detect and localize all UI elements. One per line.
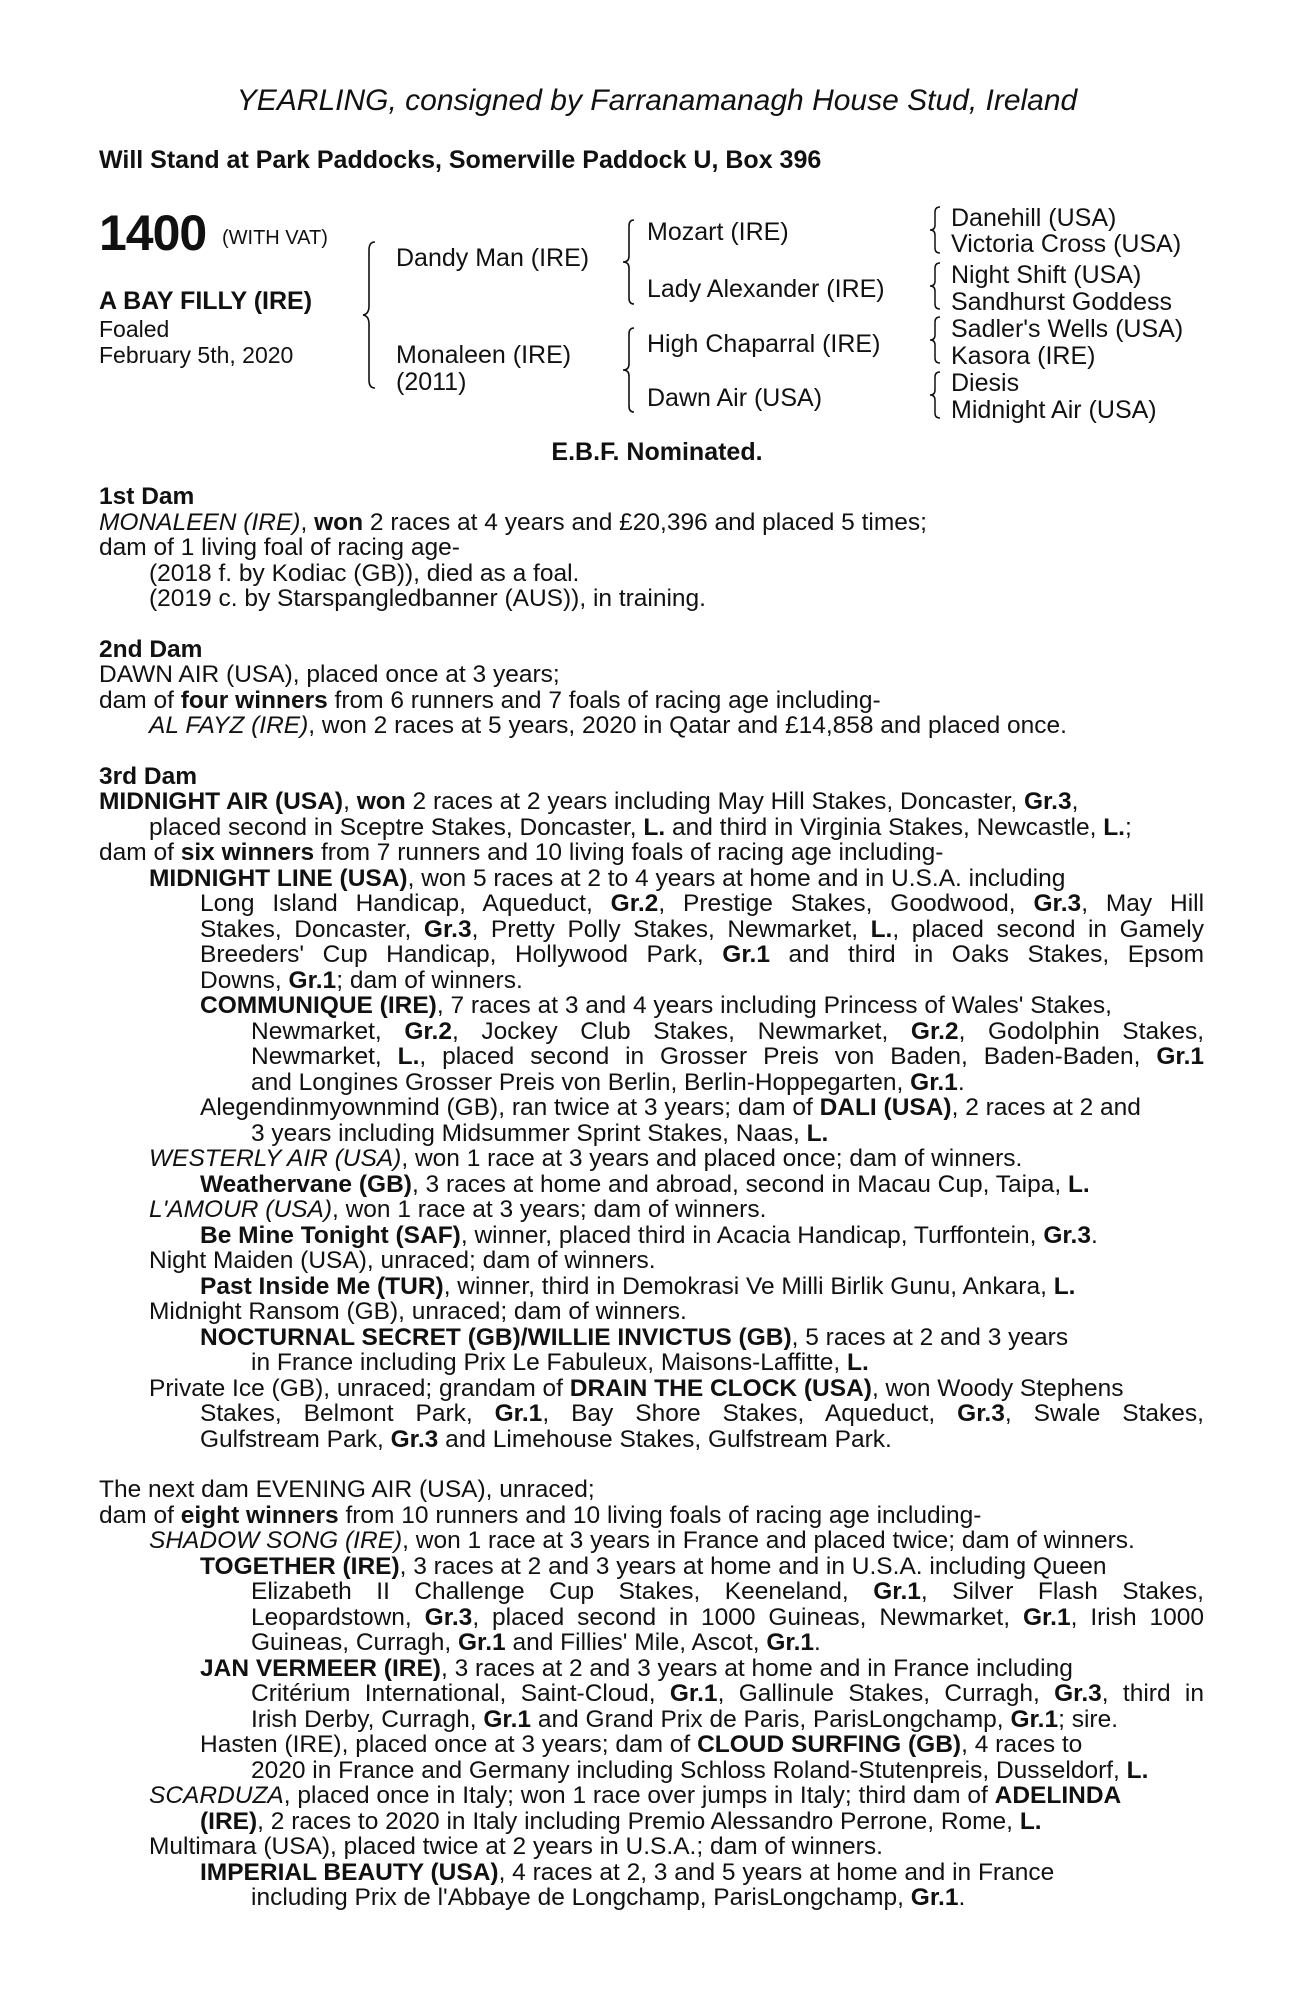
third-dam-record-cont: placed second in Sceptre Stakes, Doncaster, L. and third in Virginia Stakes, Newcastle, L.; bbox=[149, 813, 1132, 841]
next-dam-record: The next dam EVENING AIR (USA), unraced; bbox=[99, 1476, 595, 1503]
pedigree-brace-g3-4 bbox=[928, 370, 944, 420]
progeny-entry: L'AMOUR (USA), won 1 race at 3 years; dam of winners. bbox=[149, 1196, 767, 1223]
progeny-entry: TOGETHER (IRE), 3 races at 2 and 3 years at home and in U.S.A. including Queen bbox=[200, 1552, 1107, 1580]
pedigree-brace-g3-1 bbox=[928, 205, 944, 255]
progeny-entry: Night Maiden (USA), unraced; dam of winners. bbox=[149, 1247, 656, 1274]
pedigree-g3-8: Midnight Air (USA) bbox=[951, 396, 1157, 424]
progeny-entry-cont: Stakes, Doncaster, Gr.3, Pretty Polly Stakes, Newmarket, L., placed second in Gamely bbox=[200, 915, 1205, 943]
pedigree-g3-2: Victoria Cross (USA) bbox=[951, 230, 1182, 258]
next-dam-dam-of: dam of eight winners from 10 runners and 10 living foals of racing age including- bbox=[99, 1501, 982, 1529]
pedigree-brace-g3-2 bbox=[928, 261, 944, 311]
progeny-entry-cont: Newmarket, L., placed second in Grosser Preis von Baden, Baden-Baden, Gr.1 bbox=[251, 1043, 1205, 1070]
pedigree-g3-4: Sandhurst Goddess bbox=[951, 288, 1172, 316]
pedigree-dam: Monaleen (IRE) bbox=[396, 341, 572, 369]
pedigree-g3-3: Night Shift (USA) bbox=[951, 261, 1142, 289]
progeny-entry: COMMUNIQUE (IRE), 7 races at 3 and 4 years including Princess of Wales' Stakes, bbox=[200, 992, 1112, 1019]
progeny-entry: Midnight Ransom (GB), unraced; dam of winners. bbox=[149, 1298, 687, 1325]
first-dam-heading: 1st Dam bbox=[99, 483, 195, 510]
pedigree-brace-g3-3 bbox=[928, 315, 944, 365]
third-dam-dam-of: dam of six winners from 7 runners and 10 living foals of racing age including- bbox=[99, 839, 944, 866]
progeny-entry-cont: Long Island Handicap, Aqueduct, Gr.2, Prestige Stakes, Goodwood, Gr.3, May Hill bbox=[200, 890, 1205, 917]
progeny-entry-cont: in France including Prix Le Fabuleux, Maisons-Laffitte, L. bbox=[251, 1349, 869, 1376]
first-dam-foal: (2018 f. by Kodiac (GB)), died as a foal. bbox=[149, 559, 580, 587]
progeny-entry-cont: Gulfstream Park, Gr.3 and Limehouse Stakes, Gulfstream Park. bbox=[200, 1425, 892, 1453]
pedigree-dam-year: (2011) bbox=[396, 368, 467, 396]
progeny-entry: Be Mine Tonight (SAF), winner, placed third in Acacia Handicap, Turffontein, Gr.3. bbox=[200, 1221, 1098, 1249]
progeny-entry: Past Inside Me (TUR), winner, third in Demokrasi Ve Milli Birlik Gunu, Ankara, L. bbox=[200, 1272, 1076, 1300]
progeny-entry: MIDNIGHT LINE (USA), won 5 races at 2 to 4 years at home and in U.S.A. including bbox=[149, 864, 1066, 892]
second-dam-record: DAWN AIR (USA), placed once at 3 years; bbox=[99, 661, 560, 688]
progeny-entry-cont: Critérium International, Saint-Cloud, Gr.1, Gallinule Stakes, Curragh, Gr.3, third in bbox=[251, 1680, 1204, 1707]
first-dam-name: MONALEEN (IRE) bbox=[99, 508, 301, 536]
progeny-entry-cont: and Longines Grosser Preis von Berlin, Berlin-Hoppegarten, Gr.1. bbox=[251, 1068, 965, 1096]
progeny-entry: JAN VERMEER (IRE), 3 races at 2 and 3 years at home and in France including bbox=[200, 1654, 1073, 1682]
progeny-entry: WESTERLY AIR (USA), won 1 race at 3 years and placed once; dam of winners. bbox=[149, 1145, 1023, 1172]
progeny-entry-cont: Downs, Gr.1; dam of winners. bbox=[200, 966, 523, 994]
progeny-entry-cont: Leopardstown, Gr.3, placed second in 1000 Guineas, Newmarket, Gr.1, Irish 1000 bbox=[251, 1603, 1205, 1631]
pedigree-brace-sire bbox=[621, 218, 639, 306]
progeny-entry: Weathervane (GB), 3 races at home and abroad, second in Macau Cup, Taipa, L. bbox=[200, 1170, 1090, 1198]
pedigree-g3-5: Sadler's Wells (USA) bbox=[951, 315, 1184, 343]
pedigree-dam-dam: Dawn Air (USA) bbox=[647, 384, 823, 412]
won-label: won bbox=[314, 508, 364, 536]
progeny-entry: SHADOW SONG (IRE), won 1 race at 3 years in France and placed twice; dam of winners. bbox=[149, 1527, 1135, 1554]
progeny-entry: Multimara (USA), placed twice at 2 years in U.S.A.; dam of winners. bbox=[149, 1833, 883, 1860]
pedigree-sire-sire: Mozart (IRE) bbox=[647, 218, 789, 246]
progeny-entry-cont: 3 years including Midsummer Sprint Stakes, Naas, L. bbox=[251, 1119, 829, 1147]
foaled-date: February 5th, 2020 bbox=[99, 342, 294, 368]
pedigree-g3-1: Danehill (USA) bbox=[951, 204, 1117, 232]
pedigree-dam-sire: High Chaparral (IRE) bbox=[647, 330, 881, 358]
catalogue-page-body bbox=[99, 484, 1204, 1911]
lot-number: 1400 bbox=[99, 205, 207, 261]
progeny-entry: NOCTURNAL SECRET (GB)/WILLIE INVICTUS (GB), 5 races at 2 and 3 years bbox=[200, 1323, 1069, 1351]
pedigree-g3-6: Kasora (IRE) bbox=[951, 342, 1096, 370]
progeny-entry-cont: 2020 in France and Germany including Schloss Roland-Stutenpreis, Dusseldorf, L. bbox=[251, 1756, 1149, 1784]
pedigree-brace-dam bbox=[621, 326, 639, 414]
third-dam-heading: 3rd Dam bbox=[99, 762, 198, 790]
vat-label: (WITH VAT) bbox=[222, 227, 328, 249]
progeny-entry-cont: Guineas, Curragh, Gr.1 and Fillies' Mile, Ascot, Gr.1. bbox=[251, 1629, 821, 1656]
catalogue-header: YEARLING, consigned by Farranamanagh House Stud, Ireland bbox=[236, 84, 1078, 117]
progeny-entry: Private Ice (GB), unraced; grandam of DRAIN THE CLOCK (USA), won Woody Stephens bbox=[149, 1374, 1124, 1402]
progeny-entry-cont: Elizabeth II Challenge Cup Stakes, Keeneland, Gr.1, Silver Flash Stakes, bbox=[251, 1578, 1204, 1605]
foaled-label: Foaled bbox=[99, 316, 170, 342]
pedigree-sire-dam: Lady Alexander (IRE) bbox=[647, 275, 885, 303]
progeny-entry-cont: (IRE), 2 races to 2020 in Italy including Premio Alessandro Perrone, Rome, L. bbox=[200, 1807, 1042, 1835]
ebf-nominated: E.B.F. Nominated. bbox=[551, 438, 763, 466]
first-dam-record: MONALEEN (IRE), won 2 races at 4 years and £20,396 and placed 5 times; bbox=[99, 508, 927, 536]
progeny-entry: AL FAYZ (IRE), won 2 races at 5 years, 2020 in Qatar and £14,858 and placed once. bbox=[149, 712, 1067, 739]
progeny-entry-cont: Irish Derby, Curragh, Gr.1 and Grand Prix de Paris, ParisLongchamp, Gr.1; sire. bbox=[251, 1705, 1119, 1733]
pedigree-g3-7: Diesis bbox=[951, 369, 1020, 397]
progeny-entry-cont: including Prix de l'Abbaye de Longchamp, ParisLongchamp, Gr.1. bbox=[251, 1884, 966, 1911]
progeny-entry-cont: Stakes, Belmont Park, Gr.1, Bay Shore Stakes, Aqueduct, Gr.3, Swale Stakes, bbox=[200, 1400, 1204, 1427]
progeny-entry: Hasten (IRE), placed once at 3 years; dam of CLOUD SURFING (GB), 4 races to bbox=[200, 1731, 1083, 1758]
third-dam-record: MIDNIGHT AIR (USA), won 2 races at 2 years including May Hill Stakes, Doncaster, Gr.3, bbox=[99, 788, 1079, 815]
second-dam-heading: 2nd Dam bbox=[99, 635, 203, 663]
pedigree-brace-gen1 bbox=[361, 240, 381, 390]
progeny-entry: SCARDUZA, placed once in Italy; won 1 race over jumps in Italy; third dam of ADELINDA bbox=[149, 1782, 1122, 1809]
stand-location: Will Stand at Park Paddocks, Somerville Paddock U, Box 396 bbox=[99, 146, 822, 174]
progeny-entry-cont: Newmarket, Gr.2, Jockey Club Stakes, Newmarket, Gr.2, Godolphin Stakes, bbox=[251, 1017, 1205, 1045]
pedigree-sire: Dandy Man (IRE) bbox=[396, 244, 590, 272]
first-dam-dam-of: dam of 1 living foal of racing age- bbox=[99, 534, 460, 561]
progeny-entry-cont: Breeders' Cup Handicap, Hollywood Park, Gr.1 and third in Oaks Stakes, Epsom bbox=[200, 941, 1204, 968]
horse-description: A BAY FILLY (IRE) bbox=[99, 287, 313, 315]
first-dam-foal: (2019 c. by Starspangledbanner (AUS)), in training. bbox=[149, 585, 706, 612]
progeny-entry: Alegendinmyownmind (GB), ran twice at 3 years; dam of DALI (USA), 2 races at 2 and bbox=[200, 1094, 1141, 1121]
second-dam-dam-of: dam of four winners from 6 runners and 7 foals of racing age including- bbox=[99, 686, 881, 714]
progeny-entry: IMPERIAL BEAUTY (USA), 4 races at 2, 3 and 5 years at home and in France bbox=[200, 1858, 1055, 1886]
